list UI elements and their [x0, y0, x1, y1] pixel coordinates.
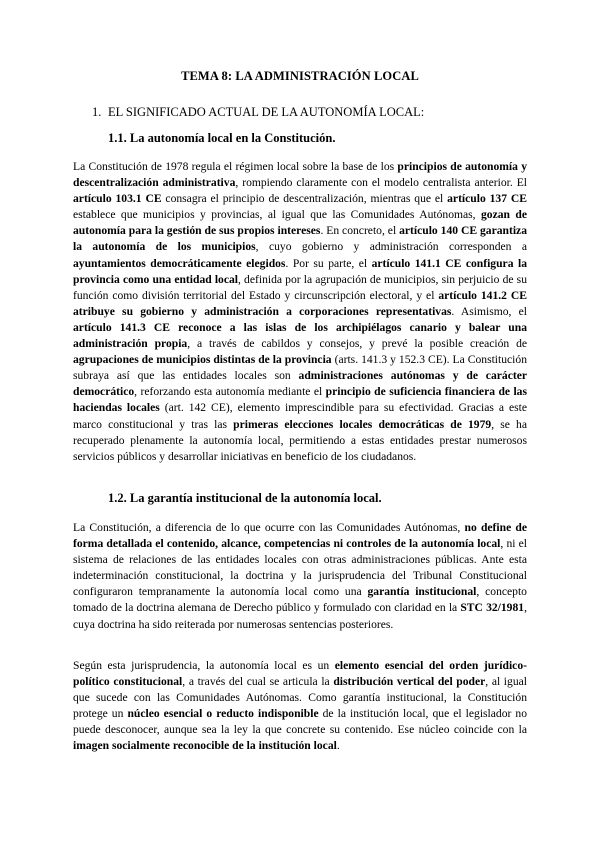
- emphasis: agrupaciones de municipios distintas de la provincia: [73, 353, 332, 367]
- emphasis: ayuntamientos democráticamente elegidos: [73, 256, 286, 270]
- text-run: consagra el principio de descentralización, mientras que el: [161, 192, 448, 206]
- paragraph-autonomia-constitucion: [73, 159, 527, 465]
- document-title: TEMA 8: LA ADMINISTRACIÓN LOCAL: [181, 69, 419, 83]
- text-run: establece que municipios y provincias, al igual que las Comunidades Autónomas,: [73, 208, 481, 222]
- emphasis: principio de suficiencia financiera de las haciendas locales: [73, 385, 527, 415]
- emphasis: principios de autonomía y descentralización administrativa: [73, 160, 527, 190]
- text-run: , al igual que sucede con las Comunidades Autónomas. Como garantía institucional, la Constitución protege un: [73, 675, 527, 721]
- text-run: de la institución local, que el legislador no puede desconocer, aunque sea la ley la que concrete su contenido. Ese núcleo coincide con la: [73, 707, 528, 737]
- emphasis: núcleo esencial o reducto indisponible: [127, 707, 319, 721]
- emphasis: artículo 140 CE garantiza la autonomía de los municipios: [73, 224, 528, 254]
- text-run: (arts. 141.3 y 152.3 CE). La Constitución subraya así que las entidades locales son: [73, 353, 527, 383]
- section-heading: [92, 105, 424, 120]
- text-run: , a través del cual se articula la: [182, 675, 334, 689]
- text-run: . Asimismo, el: [451, 304, 527, 318]
- text-run: La Constitución, a diferencia de lo que ocurre con las Comunidades Autónomas,: [73, 521, 465, 534]
- emphasis: STC 32/1981: [460, 601, 525, 615]
- text-run: , ni el sistema de relaciones de las entidades locales con otras administraciones públicas. Ante esta indeterminación constitucional, la doctrina y la jurisprudencia del Tribunal Constitucional configuraron tempranamente la autonomía local como una: [73, 537, 527, 599]
- emphasis: elemento esencial del orden jurídico-político constitucional: [73, 659, 527, 689]
- text-run: , definida por la agrupación de municipios, sin perjuicio de su función como división territorial del Estado y circunscripción electoral, y el: [73, 272, 527, 302]
- text-run: , rompiendo claramente con el modelo centralista anterior. El: [235, 176, 528, 190]
- emphasis: artículo 141.1 CE configura la provincia como una entidad local: [73, 256, 527, 286]
- emphasis: garantía institucional: [367, 585, 477, 599]
- text-run: . Por su parte, el: [285, 256, 372, 270]
- emphasis: distribución vertical del poder: [333, 675, 486, 689]
- text-run: , cuya doctrina ha sido reiterada por numerosas sentencias posteriores.: [73, 601, 527, 631]
- text-run: , a través de cabildos y consejos, y prevé la posible creación de: [187, 337, 528, 351]
- emphasis: no define de forma detallada el contenido, alcance, competencias ni controles de la autonomía local: [73, 521, 527, 551]
- text-run: La Constitución de 1978 regula el régimen local sobre la base de los: [73, 160, 398, 173]
- emphasis: imagen socialmente reconocible de la institución local: [73, 739, 337, 753]
- emphasis: administraciones autónomas y de carácter democrático: [73, 369, 527, 399]
- text-run: , se ha recuperado plenamente la autonomía local, permitiendo a estas entidades prestar numerosos servicios públicos y desarrollar iniciativas en beneficio de los ciudadanos.: [73, 417, 527, 463]
- text-run: , reforzando esta autonomía mediante el: [134, 385, 326, 399]
- emphasis: artículo 103.1 CE: [73, 192, 162, 206]
- section-title: EL SIGNIFICADO ACTUAL DE LA AUTONOMÍA LOCAL:: [108, 105, 425, 119]
- text-run: . En concreto, el: [320, 224, 400, 238]
- paragraph-garantia-institucional: [73, 520, 527, 633]
- section-number: 1.: [92, 105, 102, 119]
- text-run: (art. 142 CE), elemento imprescindible para su efectividad. Gracias a este marco constitucional y tras las: [73, 401, 527, 431]
- text-run: , concepto tomado de la doctrina alemana de Derecho público y formulado con claridad en la: [73, 585, 527, 615]
- text-run: .: [336, 739, 340, 753]
- subsection-heading-1-1: 1.1. La autonomía local en la Constitución.: [108, 131, 336, 145]
- emphasis: gozan de autonomía para la gestión de sus propios intereses: [73, 208, 527, 238]
- emphasis: artículo 137 CE: [447, 192, 527, 206]
- text-run: , cuyo gobierno y administración corresponden a: [255, 240, 527, 254]
- emphasis: primeras elecciones locales democráticas de 1979: [233, 417, 492, 431]
- emphasis: artículo 141.2 CE atribuye su gobierno y administración a corporaciones representativas: [73, 288, 527, 318]
- emphasis: artículo 141.3 CE reconoce a las islas de los archipiélagos canario y balear una administración propia: [73, 320, 527, 351]
- paragraph-jurisprudencia: [73, 658, 527, 755]
- subsection-heading-1-2: 1.2. La garantía institucional de la autonomía local.: [108, 491, 382, 505]
- text-run: Según esta jurisprudencia, la autonomía local es un: [73, 659, 335, 672]
